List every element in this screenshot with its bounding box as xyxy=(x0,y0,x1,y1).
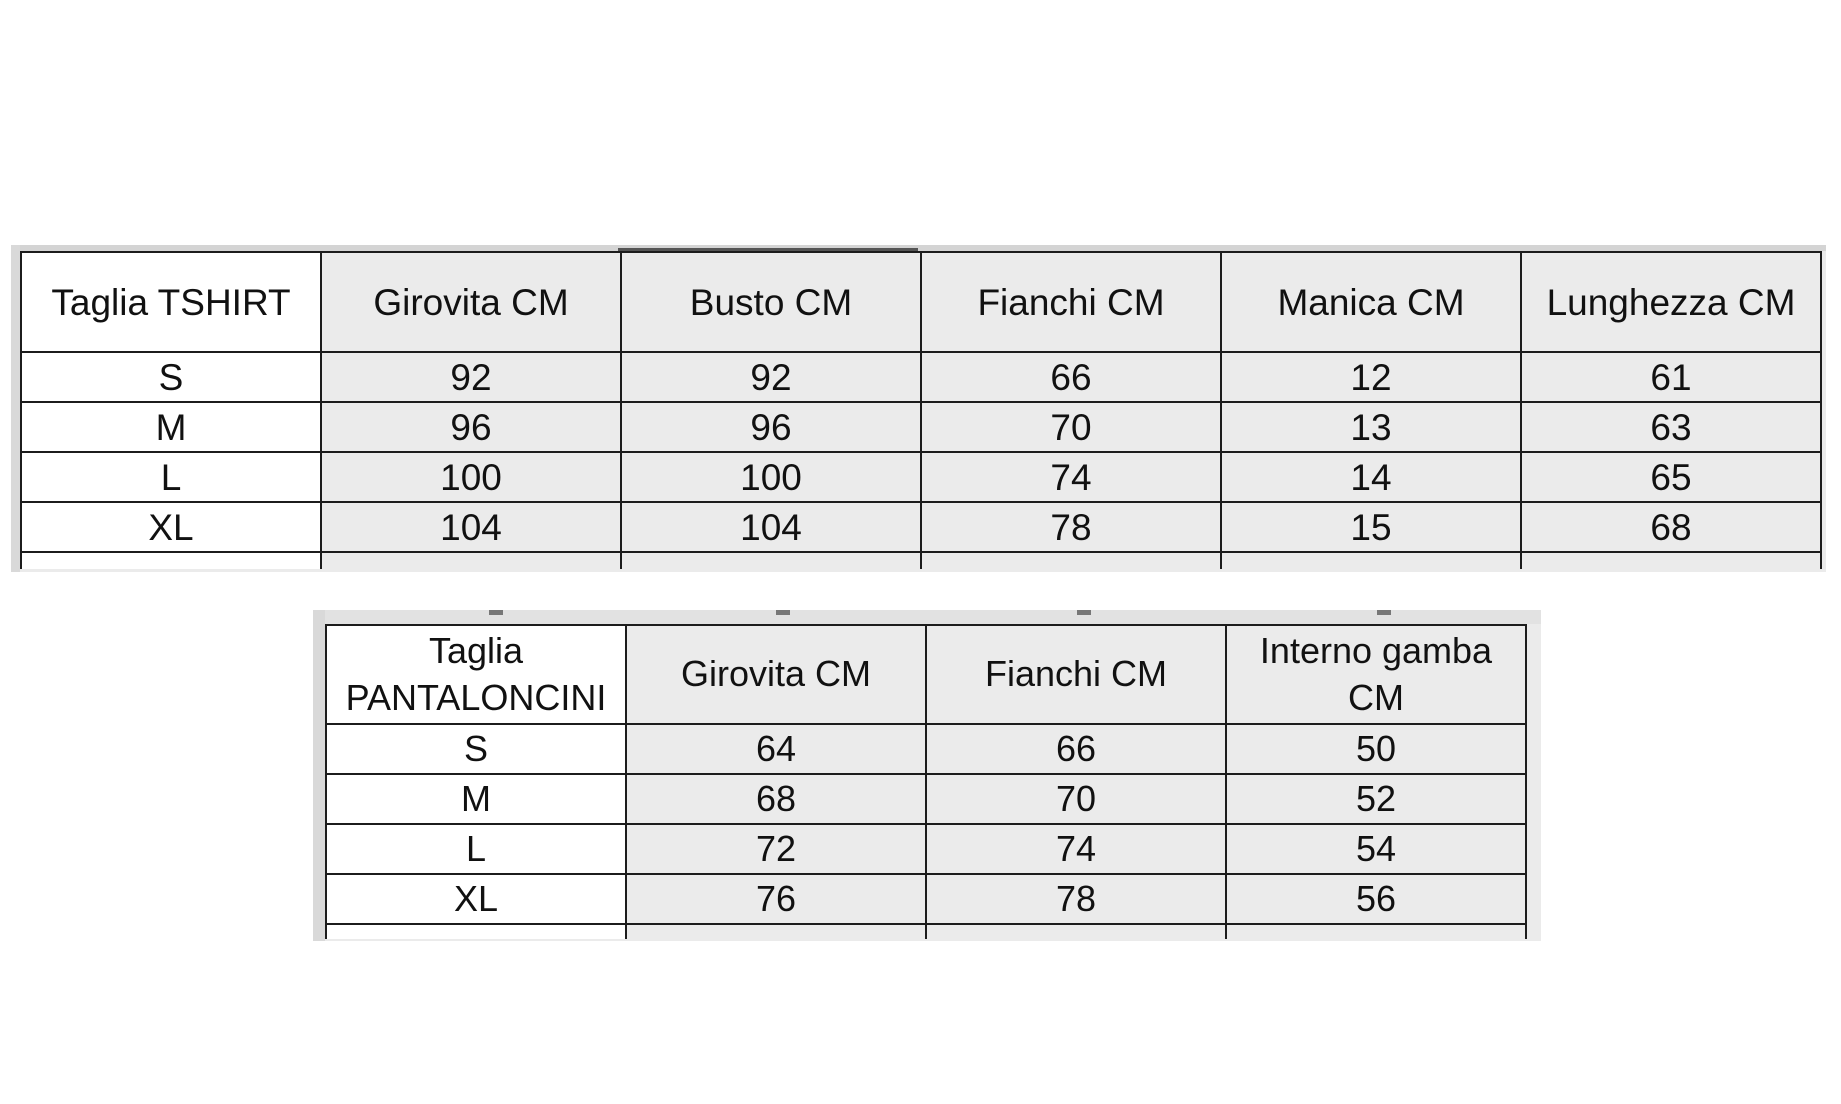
table-row xyxy=(21,402,1821,452)
table-cell[interactable]: M xyxy=(21,402,321,452)
table-cell[interactable]: 100 xyxy=(321,452,621,502)
column-header-tick xyxy=(776,610,790,615)
table-cell[interactable]: 56 xyxy=(1226,874,1526,924)
table-cell[interactable]: 12 xyxy=(1221,352,1521,402)
tshirt-size-sheet xyxy=(11,245,1826,572)
table-row xyxy=(326,824,1526,874)
empty-cell[interactable] xyxy=(1521,552,1821,569)
empty-cell[interactable] xyxy=(926,924,1226,939)
table-cell[interactable]: 68 xyxy=(1521,502,1821,552)
table-cell[interactable]: XL xyxy=(21,502,321,552)
table-cell[interactable]: L xyxy=(326,824,626,874)
table-cell[interactable]: 70 xyxy=(926,774,1226,824)
row-header-strip xyxy=(11,245,20,572)
table-cell[interactable]: 96 xyxy=(621,402,921,452)
table-cell[interactable]: 74 xyxy=(921,452,1221,502)
table-cell[interactable]: 64 xyxy=(626,724,926,774)
header-cell-size[interactable]: Taglia TSHIRT xyxy=(21,252,321,352)
empty-cell[interactable] xyxy=(326,924,626,939)
table-cell[interactable]: 63 xyxy=(1521,402,1821,452)
table-row xyxy=(21,352,1821,402)
table-row xyxy=(21,502,1821,552)
header-cell-inseam[interactable] xyxy=(1226,625,1526,724)
empty-cell[interactable] xyxy=(321,552,621,569)
table-cell[interactable]: 92 xyxy=(621,352,921,402)
empty-cell[interactable] xyxy=(1221,552,1521,569)
table-cell[interactable]: 70 xyxy=(921,402,1221,452)
empty-row xyxy=(326,924,1526,939)
empty-cell[interactable] xyxy=(621,552,921,569)
column-header-tick xyxy=(489,610,503,615)
table-row xyxy=(326,774,1526,824)
empty-cell[interactable] xyxy=(626,924,926,939)
table-cell[interactable]: S xyxy=(21,352,321,402)
empty-cell[interactable] xyxy=(21,552,321,569)
table-cell[interactable]: XL xyxy=(326,874,626,924)
table-cell[interactable]: 92 xyxy=(321,352,621,402)
header-cell-waist[interactable]: Girovita CM xyxy=(321,252,621,352)
table-cell[interactable]: 68 xyxy=(626,774,926,824)
table-cell[interactable]: 100 xyxy=(621,452,921,502)
table-cell[interactable]: 96 xyxy=(321,402,621,452)
table-cell[interactable]: 13 xyxy=(1221,402,1521,452)
table-cell[interactable]: 78 xyxy=(926,874,1226,924)
table-row xyxy=(21,452,1821,502)
table-header-row xyxy=(326,625,1526,724)
empty-row xyxy=(21,552,1821,569)
empty-cell[interactable] xyxy=(921,552,1221,569)
shorts-size-sheet xyxy=(313,610,1541,941)
header-cell-size[interactable] xyxy=(326,625,626,724)
table-cell[interactable]: M xyxy=(326,774,626,824)
column-header-tick xyxy=(1077,610,1091,615)
column-header-tick xyxy=(1377,610,1391,615)
header-cell-chest[interactable]: Busto CM xyxy=(621,252,921,352)
table-cell[interactable]: 65 xyxy=(1521,452,1821,502)
header-label: Girovita CM xyxy=(680,653,872,695)
table-cell[interactable]: S xyxy=(326,724,626,774)
header-label: Interno gamba CM xyxy=(1259,629,1493,718)
table-cell[interactable]: 54 xyxy=(1226,824,1526,874)
table-row xyxy=(326,724,1526,774)
table-cell[interactable]: 52 xyxy=(1226,774,1526,824)
header-cell-hips[interactable]: Fianchi CM xyxy=(921,252,1221,352)
table-cell[interactable]: L xyxy=(21,452,321,502)
header-cell-hips[interactable] xyxy=(926,625,1226,724)
header-cell-length[interactable]: Lunghezza CM xyxy=(1521,252,1821,352)
header-label: Fianchi CM xyxy=(984,653,1168,695)
tshirt-size-table xyxy=(20,251,1822,569)
table-cell[interactable]: 14 xyxy=(1221,452,1521,502)
header-label: Taglia PANTALONCINI xyxy=(345,629,607,718)
header-cell-waist[interactable] xyxy=(626,625,926,724)
header-cell-sleeve[interactable]: Manica CM xyxy=(1221,252,1521,352)
table-cell[interactable]: 72 xyxy=(626,824,926,874)
row-header-strip xyxy=(313,610,325,941)
table-cell[interactable]: 76 xyxy=(626,874,926,924)
table-cell[interactable]: 104 xyxy=(621,502,921,552)
shorts-size-table xyxy=(325,624,1527,939)
table-cell[interactable]: 15 xyxy=(1221,502,1521,552)
table-cell[interactable]: 66 xyxy=(926,724,1226,774)
table-cell[interactable]: 74 xyxy=(926,824,1226,874)
table-cell[interactable]: 66 xyxy=(921,352,1221,402)
table-header-row xyxy=(21,252,1821,352)
table-cell[interactable]: 50 xyxy=(1226,724,1526,774)
empty-cell[interactable] xyxy=(1226,924,1526,939)
table-cell[interactable]: 61 xyxy=(1521,352,1821,402)
table-row xyxy=(326,874,1526,924)
table-cell[interactable]: 78 xyxy=(921,502,1221,552)
table-cell[interactable]: 104 xyxy=(321,502,621,552)
